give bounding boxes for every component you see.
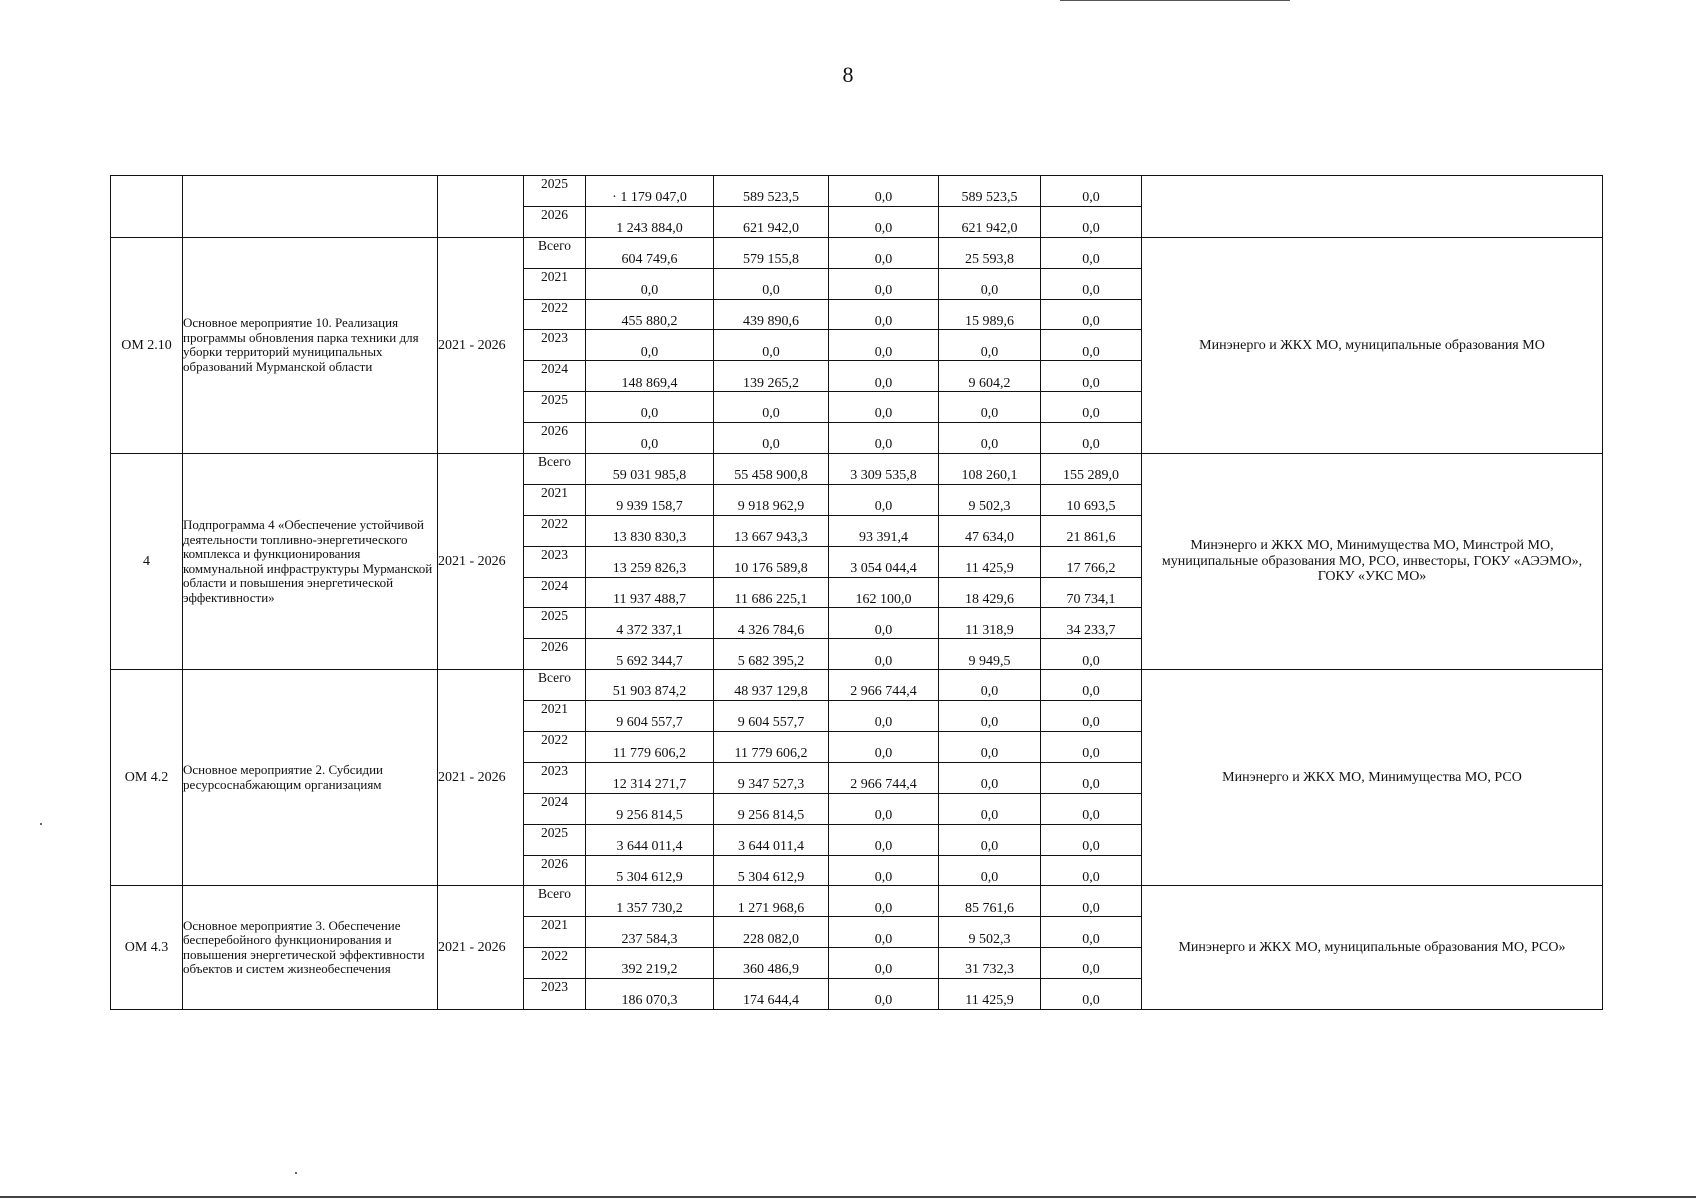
amount-cell: 0,0: [829, 299, 939, 330]
amount-cell: 0,0: [1041, 268, 1142, 299]
amount-cell: 9 604 557,7: [586, 701, 714, 732]
row-code-cell: [111, 176, 183, 238]
amount-cell: 0,0: [586, 330, 714, 361]
year-cell: 2021: [524, 701, 586, 732]
amount-cell: 93 391,4: [829, 515, 939, 546]
amount-cell: 5 692 344,7: [586, 639, 714, 670]
amount-cell: 0,0: [829, 948, 939, 979]
amount-cell: 47 634,0: [939, 515, 1041, 546]
year-cell: 2026: [524, 206, 586, 237]
responsible-cell: Минэнерго и ЖКХ МО, Минимущества МО, РСО: [1142, 670, 1603, 886]
amount-cell: 0,0: [829, 392, 939, 423]
amount-cell: 0,0: [829, 608, 939, 639]
amount-cell: 155 289,0: [1041, 454, 1142, 485]
table-row: [111, 176, 1603, 207]
year-cell: 2022: [524, 732, 586, 763]
amount-cell: 0,0: [829, 330, 939, 361]
amount-cell: 0,0: [829, 423, 939, 454]
amount-cell: 9 256 814,5: [586, 793, 714, 824]
amount-cell: 0,0: [714, 392, 829, 423]
year-cell: 2025: [524, 176, 586, 207]
amount-cell: 139 265,2: [714, 361, 829, 392]
responsible-cell: [1142, 176, 1603, 238]
amount-cell: 0,0: [829, 484, 939, 515]
amount-cell: 439 890,6: [714, 299, 829, 330]
amount-cell: 0,0: [1041, 793, 1142, 824]
amount-cell: 2 966 744,4: [829, 762, 939, 793]
amount-cell: 9 604,2: [939, 361, 1041, 392]
amount-cell: 4 326 784,6: [714, 608, 829, 639]
amount-cell: 604 749,6: [586, 237, 714, 268]
amount-cell: 0,0: [829, 917, 939, 948]
amount-cell: 0,0: [1041, 824, 1142, 855]
amount-cell: 5 304 612,9: [714, 855, 829, 886]
year-cell: 2022: [524, 515, 586, 546]
table-row: [111, 886, 1603, 917]
amount-cell: 9 347 527,3: [714, 762, 829, 793]
row-code-cell: ОМ 2.10: [111, 237, 183, 453]
year-cell: 2025: [524, 608, 586, 639]
year-cell: Всего: [524, 454, 586, 485]
amount-cell: 1 271 968,6: [714, 886, 829, 917]
amount-cell: 0,0: [1041, 237, 1142, 268]
amount-cell: 360 486,9: [714, 948, 829, 979]
amount-cell: 162 100,0: [829, 577, 939, 608]
amount-cell: 0,0: [829, 237, 939, 268]
amount-cell: 25 593,8: [939, 237, 1041, 268]
amount-cell: 0,0: [939, 855, 1041, 886]
amount-cell: 621 942,0: [714, 206, 829, 237]
amount-cell: 9 502,3: [939, 917, 1041, 948]
amount-cell: 0,0: [829, 886, 939, 917]
amount-cell: 17 766,2: [1041, 546, 1142, 577]
amount-cell: 59 031 985,8: [586, 454, 714, 485]
amount-cell: 48 937 129,8: [714, 670, 829, 701]
amount-cell: 0,0: [939, 762, 1041, 793]
amount-cell: 0,0: [829, 268, 939, 299]
amount-cell: 0,0: [1041, 948, 1142, 979]
year-cell: 2023: [524, 546, 586, 577]
amount-cell: · 1 179 047,0: [586, 176, 714, 207]
amount-cell: 11 937 488,7: [586, 577, 714, 608]
amount-cell: 10 693,5: [1041, 484, 1142, 515]
amount-cell: 9 604 557,7: [714, 701, 829, 732]
amount-cell: 589 523,5: [939, 176, 1041, 207]
amount-cell: 174 644,4: [714, 979, 829, 1010]
year-cell: 2022: [524, 299, 586, 330]
amount-cell: 0,0: [939, 701, 1041, 732]
amount-cell: 0,0: [714, 423, 829, 454]
amount-cell: 31 732,3: [939, 948, 1041, 979]
responsible-cell: Минэнерго и ЖКХ МО, муниципальные образования МО: [1142, 237, 1603, 453]
amount-cell: 9 918 962,9: [714, 484, 829, 515]
scan-speck: [295, 1172, 297, 1174]
amount-cell: 589 523,5: [714, 176, 829, 207]
activity-name-cell: Основное мероприятие 3. Обеспечение бесперебойного функционирования и повышения энергетической эффективности объектов и систем жизнеобеспечения: [183, 886, 438, 1010]
amount-cell: 1 357 730,2: [586, 886, 714, 917]
amount-cell: 70 734,1: [1041, 577, 1142, 608]
amount-cell: 13 667 943,3: [714, 515, 829, 546]
amount-cell: 0,0: [1041, 701, 1142, 732]
year-cell: 2023: [524, 330, 586, 361]
period-cell: 2021 - 2026: [438, 886, 524, 1010]
activity-name-cell: Основное мероприятие 2. Субсидии ресурсоснабжающим организациям: [183, 670, 438, 886]
amount-cell: 0,0: [939, 670, 1041, 701]
table-row: [111, 670, 1603, 701]
activity-name-cell: [183, 176, 438, 238]
amount-cell: 0,0: [829, 793, 939, 824]
amount-cell: 0,0: [1041, 639, 1142, 670]
amount-cell: 228 082,0: [714, 917, 829, 948]
amount-cell: 1 243 884,0: [586, 206, 714, 237]
activity-name-cell: Подпрограмма 4 «Обеспечение устойчивой деятельности топливно-энергетического комплекса и функционирования коммунальной инфраструктуры Мурманской области и повышения энергетической эффективности»: [183, 454, 438, 670]
year-cell: 2024: [524, 361, 586, 392]
budget-table: [110, 175, 1603, 1010]
amount-cell: 13 830 830,3: [586, 515, 714, 546]
amount-cell: 0,0: [1041, 855, 1142, 886]
responsible-cell: Минэнерго и ЖКХ МО, Минимущества МО, Минстрой МО, муниципальные образования МО, РСО, инвесторы, ГОКУ «АЭЭМО», ГОКУ «УКС МО»: [1142, 454, 1603, 670]
amount-cell: 11 318,9: [939, 608, 1041, 639]
year-cell: 2025: [524, 392, 586, 423]
row-code-cell: ОМ 4.3: [111, 886, 183, 1010]
amount-cell: 0,0: [939, 793, 1041, 824]
amount-cell: 0,0: [1041, 206, 1142, 237]
amount-cell: 148 869,4: [586, 361, 714, 392]
amount-cell: 5 304 612,9: [586, 855, 714, 886]
row-code-cell: ОМ 4.2: [111, 670, 183, 886]
amount-cell: 0,0: [714, 330, 829, 361]
amount-cell: 15 989,6: [939, 299, 1041, 330]
amount-cell: 21 861,6: [1041, 515, 1142, 546]
period-cell: [438, 176, 524, 238]
amount-cell: 0,0: [1041, 361, 1142, 392]
amount-cell: 12 314 271,7: [586, 762, 714, 793]
amount-cell: 0,0: [586, 392, 714, 423]
amount-cell: 0,0: [829, 361, 939, 392]
table-row: [111, 454, 1603, 485]
scan-speck: [40, 823, 42, 825]
amount-cell: 0,0: [939, 732, 1041, 763]
amount-cell: 9 502,3: [939, 484, 1041, 515]
amount-cell: 0,0: [939, 268, 1041, 299]
amount-cell: 0,0: [829, 855, 939, 886]
amount-cell: 0,0: [829, 206, 939, 237]
amount-cell: 11 686 225,1: [714, 577, 829, 608]
year-cell: 2026: [524, 423, 586, 454]
bottom-edge-rule: [0, 1196, 1696, 1198]
amount-cell: 0,0: [939, 423, 1041, 454]
year-cell: Всего: [524, 237, 586, 268]
amount-cell: 621 942,0: [939, 206, 1041, 237]
amount-cell: 34 233,7: [1041, 608, 1142, 639]
period-cell: 2021 - 2026: [438, 454, 524, 670]
amount-cell: 579 155,8: [714, 237, 829, 268]
amount-cell: 3 644 011,4: [586, 824, 714, 855]
year-cell: 2026: [524, 855, 586, 886]
amount-cell: 0,0: [829, 176, 939, 207]
amount-cell: 0,0: [1041, 979, 1142, 1010]
amount-cell: 85 761,6: [939, 886, 1041, 917]
amount-cell: 3 309 535,8: [829, 454, 939, 485]
period-cell: 2021 - 2026: [438, 670, 524, 886]
amount-cell: 0,0: [1041, 176, 1142, 207]
amount-cell: 5 682 395,2: [714, 639, 829, 670]
amount-cell: 4 372 337,1: [586, 608, 714, 639]
year-cell: 2024: [524, 577, 586, 608]
responsible-cell: Минэнерго и ЖКХ МО, муниципальные образования МО, РСО»: [1142, 886, 1603, 1010]
amount-cell: 0,0: [939, 824, 1041, 855]
amount-cell: 0,0: [829, 824, 939, 855]
amount-cell: 9 939 158,7: [586, 484, 714, 515]
amount-cell: 0,0: [939, 392, 1041, 423]
amount-cell: 0,0: [1041, 762, 1142, 793]
year-cell: 2021: [524, 484, 586, 515]
year-cell: Всего: [524, 886, 586, 917]
amount-cell: 11 779 606,2: [586, 732, 714, 763]
amount-cell: 237 584,3: [586, 917, 714, 948]
amount-cell: 0,0: [829, 979, 939, 1010]
amount-cell: 0,0: [829, 701, 939, 732]
amount-cell: 11 779 606,2: [714, 732, 829, 763]
amount-cell: 0,0: [1041, 392, 1142, 423]
amount-cell: 0,0: [1041, 670, 1142, 701]
amount-cell: 0,0: [939, 330, 1041, 361]
amount-cell: 186 070,3: [586, 979, 714, 1010]
table-body: [111, 176, 1603, 1010]
amount-cell: 11 425,9: [939, 546, 1041, 577]
amount-cell: 55 458 900,8: [714, 454, 829, 485]
amount-cell: 0,0: [1041, 886, 1142, 917]
amount-cell: 0,0: [1041, 330, 1142, 361]
amount-cell: 0,0: [1041, 917, 1142, 948]
amount-cell: 0,0: [1041, 423, 1142, 454]
year-cell: 2023: [524, 762, 586, 793]
amount-cell: 0,0: [586, 268, 714, 299]
amount-cell: 0,0: [1041, 732, 1142, 763]
activity-name-cell: Основное мероприятие 10. Реализация программы обновления парка техники для уборки территорий муниципальных образований Мурманской области: [183, 237, 438, 453]
amount-cell: 0,0: [586, 423, 714, 454]
year-cell: 2025: [524, 824, 586, 855]
amount-cell: 51 903 874,2: [586, 670, 714, 701]
year-cell: 2022: [524, 948, 586, 979]
year-cell: 2026: [524, 639, 586, 670]
row-code-cell: 4: [111, 454, 183, 670]
amount-cell: 108 260,1: [939, 454, 1041, 485]
amount-cell: 392 219,2: [586, 948, 714, 979]
amount-cell: 10 176 589,8: [714, 546, 829, 577]
amount-cell: 18 429,6: [939, 577, 1041, 608]
page-number: 8: [842, 62, 854, 87]
year-cell: 2023: [524, 979, 586, 1010]
amount-cell: 0,0: [714, 268, 829, 299]
year-cell: 2021: [524, 917, 586, 948]
year-cell: Всего: [524, 670, 586, 701]
amount-cell: 3 054 044,4: [829, 546, 939, 577]
amount-cell: 13 259 826,3: [586, 546, 714, 577]
amount-cell: 455 880,2: [586, 299, 714, 330]
year-cell: 2021: [524, 268, 586, 299]
year-cell: 2024: [524, 793, 586, 824]
table-row: [111, 237, 1603, 268]
amount-cell: 11 425,9: [939, 979, 1041, 1010]
amount-cell: 2 966 744,4: [829, 670, 939, 701]
period-cell: 2021 - 2026: [438, 237, 524, 453]
amount-cell: 0,0: [829, 732, 939, 763]
top-edge-rule: [1060, 0, 1290, 1]
amount-cell: 9 949,5: [939, 639, 1041, 670]
amount-cell: 3 644 011,4: [714, 824, 829, 855]
amount-cell: 9 256 814,5: [714, 793, 829, 824]
amount-cell: 0,0: [829, 639, 939, 670]
amount-cell: 0,0: [1041, 299, 1142, 330]
